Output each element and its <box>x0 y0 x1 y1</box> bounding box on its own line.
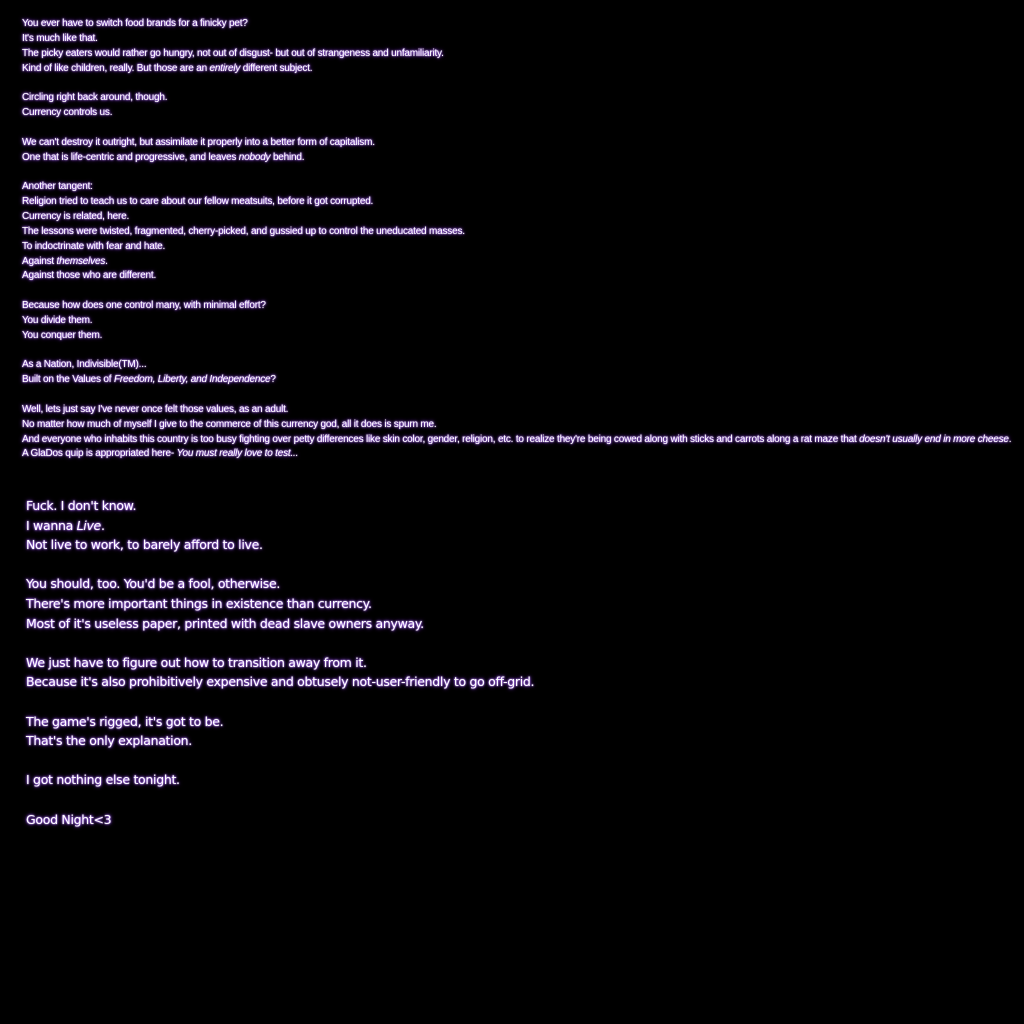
text-run: A GlaDos quip is appropriated here- <box>22 448 177 460</box>
text-line: The picky eaters would rather go hungry, not out of disgust- but out of strangeness and unfamiliarity. <box>22 47 444 59</box>
text-line: You ever have to switch food brands for a finicky pet? <box>22 18 248 29</box>
blank-line <box>22 344 1012 359</box>
text-line <box>22 447 1012 462</box>
emphasis-text: entirely <box>209 62 241 74</box>
text-run: Against <box>22 255 57 267</box>
text-run: behind. <box>270 151 305 163</box>
text-line: I got nothing else tonight. <box>26 772 180 788</box>
text-line: Not live to work, to barely afford to live. <box>26 537 263 553</box>
text-line: As a Nation, Indivisible(TM)... <box>22 359 147 371</box>
blank-line <box>26 692 1006 712</box>
blank-line <box>26 555 1006 575</box>
closing-line: Good Night<3 <box>26 811 112 827</box>
emphasis-text: themselves <box>56 255 106 267</box>
text-line <box>26 516 1006 536</box>
text-run: ? <box>270 374 276 386</box>
text-line <box>22 433 1012 448</box>
text-line: Because it's also prohibitively expensive and obtusely not-user-friendly to go off-grid. <box>26 674 535 690</box>
text-line: Another tangent: <box>22 181 93 193</box>
text-run: And everyone who inhabits this country is too busy fighting over petty differences like skin color, gender, religion, etc. to realize they're being cowed along with sticks and carrots along a rat maze that <box>22 433 860 445</box>
emphasis-text: Live <box>76 517 101 533</box>
text-line <box>22 255 1012 270</box>
text-line: The lessons were twisted, fragmented, cherry-picked, and gussied up to control the uneducated masses. <box>22 225 465 237</box>
text-run: different subject. <box>240 62 313 74</box>
text-line: Fuck. I don't know. <box>26 498 137 513</box>
text-line: We just have to figure out how to transition away from it. <box>26 654 367 670</box>
text-line: That's the only explanation. <box>26 733 192 749</box>
text-line: Currency controls us. <box>22 107 113 119</box>
blank-line <box>26 751 1006 771</box>
text-line: Against those who are different. <box>22 270 157 282</box>
text-line <box>22 62 1012 77</box>
text-run: Kind of like children, really. But those are an <box>22 62 210 74</box>
text-line: The game's rigged, it's got to be. <box>26 713 224 729</box>
text-line <box>22 373 1012 388</box>
text-line: You divide them. <box>22 314 93 326</box>
blank-line <box>22 76 1012 91</box>
text-run: I wanna <box>26 517 77 533</box>
text-line: You conquer them. <box>22 329 103 341</box>
text-line: No matter how much of myself I give to the commerce of this currency god, all it does is spurn me. <box>22 418 437 430</box>
text-line: Circling right back around, though. <box>22 92 168 104</box>
blank-line <box>22 165 1012 180</box>
blank-line <box>22 388 1012 403</box>
text-line: Well, lets just say I've never once felt those values, as an adult. <box>22 403 289 415</box>
text-line: It's much like that. <box>22 32 98 44</box>
blank-line <box>26 790 1006 810</box>
text-line: There's more important things in existence than currency. <box>26 595 372 611</box>
text-line: Religion tried to teach us to care about our fellow meatsuits, before it got corrupted. <box>22 196 374 208</box>
lower-text-block <box>26 496 1006 829</box>
emphasis-text: nobody <box>238 151 271 163</box>
text-line: Because how does one control many, with minimal effort? <box>22 300 266 312</box>
text-line: Currency is related, here. <box>22 210 130 222</box>
blank-line <box>26 633 1006 653</box>
text-run: . <box>1008 433 1012 445</box>
emphasis-text: You must really love to test... <box>176 448 299 460</box>
upper-text-block <box>22 17 1012 462</box>
emphasis-text: Freedom, Liberty, and Independence <box>113 374 271 386</box>
text-line <box>22 151 1012 166</box>
blank-line <box>22 284 1012 299</box>
text-line: We can't destroy it outright, but assimilate it properly into a better form of capitalism. <box>22 136 375 148</box>
text-run: Built on the Values of <box>22 374 114 386</box>
emphasis-text: doesn't usually end in more cheese <box>859 433 1009 445</box>
text-run: . <box>105 255 108 267</box>
text-line: Most of it's useless paper, printed with dead slave owners anyway. <box>26 615 424 631</box>
text-run: . <box>100 517 105 533</box>
text-run: One that is life-centric and progressive, and leaves <box>22 151 239 163</box>
text-line: You should, too. You'd be a fool, otherwise. <box>26 576 281 592</box>
text-line: To indoctrinate with fear and hate. <box>22 240 166 252</box>
blank-line <box>22 121 1012 136</box>
